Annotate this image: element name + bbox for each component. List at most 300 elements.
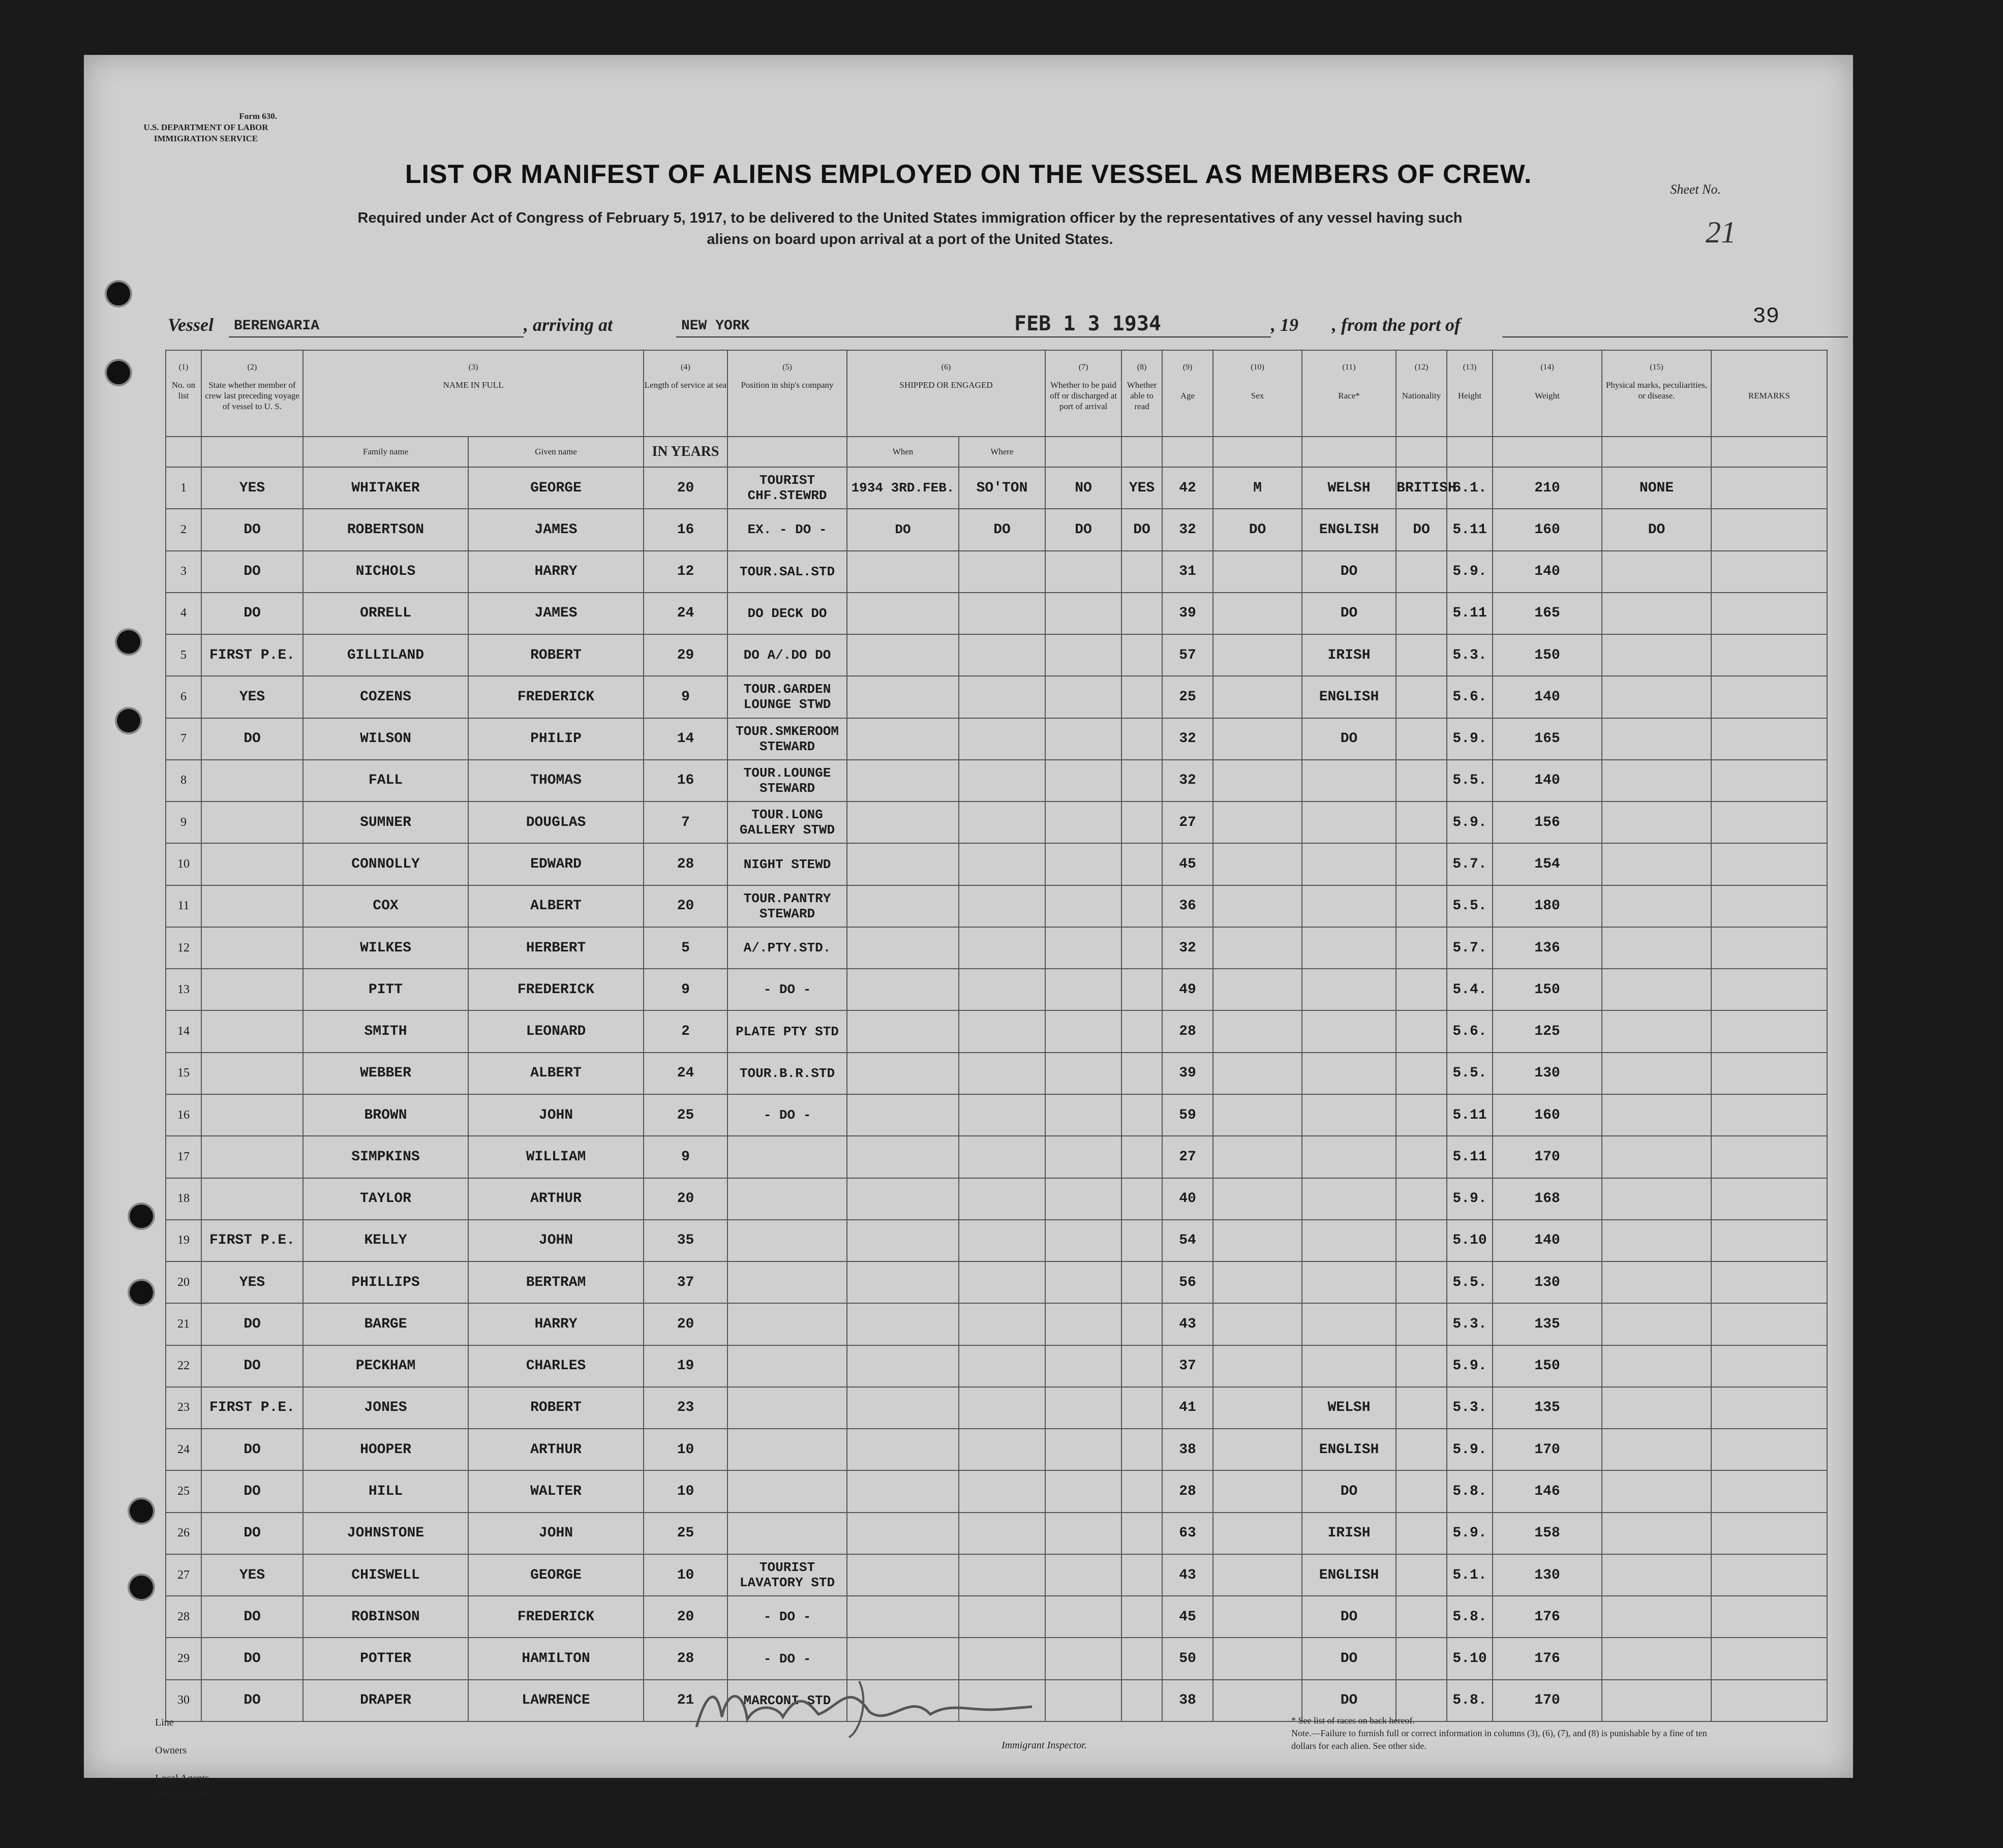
manifest-page [84,55,1853,1798]
cell-when [847,634,959,676]
cell-height: 5.3. [1447,1303,1493,1345]
cell-nationality [1396,1513,1447,1554]
cell-remarks [1711,718,1827,760]
cell-marks [1602,1513,1711,1554]
cell-position: A/.PTY.STD. [727,927,847,969]
cell-when [847,593,959,634]
cell-age: 49 [1162,969,1213,1010]
cell-family: ROBINSON [303,1596,468,1638]
cell-given: ALBERT [468,885,644,927]
cell-state: DO [201,1638,303,1679]
cell-remarks [1711,1053,1827,1094]
col-header-no: (1) No. on list [166,350,201,437]
cell-no: 2 [166,509,201,550]
cell-years: 9 [644,1136,727,1178]
cell-marks [1602,885,1711,927]
cell-marks [1602,1178,1711,1220]
col-header-name: (3) NAME IN FULL [303,350,644,437]
cell-marks [1602,802,1711,843]
cell-sex [1213,1387,1302,1429]
cell-race: ENGLISH [1302,676,1396,718]
cell-no: 15 [166,1053,201,1094]
cell-sex: M [1213,467,1302,509]
cell-remarks [1711,551,1827,593]
cell-race: DO [1302,551,1396,593]
cell-sex [1213,1596,1302,1638]
cell-state [201,1178,303,1220]
cell-paid [1045,718,1121,760]
cell-nationality [1396,551,1447,593]
cell-given: HAMILTON [468,1638,644,1679]
cell-remarks [1711,1596,1827,1638]
cell-height: 5.8. [1447,1680,1493,1721]
cell-when [847,760,959,802]
cell-family: JONES [303,1387,468,1429]
cell-years: 23 [644,1387,727,1429]
cell-sex [1213,1680,1302,1721]
cell-years: 2 [644,1010,727,1052]
cell-paid [1045,1680,1121,1721]
cell-state: DO [201,1345,303,1387]
cell-remarks [1711,885,1827,927]
cell-no: 21 [166,1303,201,1345]
cell-position: TOUR.LONG GALLERY STWD [727,802,847,843]
cell-family: NICHOLS [303,551,468,593]
cell-remarks [1711,676,1827,718]
vessel-name: BERENGARIA [234,318,320,334]
cell-sex [1213,1345,1302,1387]
cell-paid [1045,1303,1121,1345]
cell-weight: 135 [1493,1387,1602,1429]
binder-hole [130,1205,153,1228]
cell-nationality [1396,634,1447,676]
col-header-position: (5) Position in ship's company [727,350,847,437]
cell-read [1121,551,1162,593]
cell-when [847,843,959,885]
table-row [166,760,1827,802]
cell-state [201,927,303,969]
table-row [166,1345,1827,1387]
cell-remarks [1711,1429,1827,1470]
cell-remarks [1711,467,1827,509]
cell-nationality [1396,1094,1447,1136]
cell-state: YES [201,467,303,509]
cell-remarks [1711,1345,1827,1387]
cell-age: 57 [1162,634,1213,676]
cell-position: - DO - [727,1094,847,1136]
cell-weight: 170 [1493,1680,1602,1721]
cell-family: TAYLOR [303,1178,468,1220]
cell-race [1302,1303,1396,1345]
cell-nationality [1396,969,1447,1010]
cell-nationality [1396,718,1447,760]
cell-state: DO [201,509,303,550]
cell-given: FREDERICK [468,676,644,718]
cell-no: 1 [166,467,201,509]
cell-state [201,1010,303,1052]
col-subheader-family: Family name [303,437,468,467]
sheet-label: Sheet No. [1670,182,1721,197]
cell-marks [1602,1261,1711,1303]
cell-paid [1045,927,1121,969]
cell-given: HERBERT [468,927,644,969]
cell-no: 12 [166,927,201,969]
cell-nationality [1396,1554,1447,1596]
table-row [166,1429,1827,1470]
cell-where [959,1387,1045,1429]
table-row [166,509,1827,550]
cell-position [727,1387,847,1429]
cell-position [727,1429,847,1470]
cell-position: TOUR.LOUNGE STEWARD [727,760,847,802]
col-subheader-when: When [847,437,959,467]
col-header-weight: (14) Weight [1493,350,1602,437]
cell-years: 25 [644,1513,727,1554]
crew-manifest-table [165,350,1828,1722]
cell-weight: 150 [1493,634,1602,676]
cell-no: 18 [166,1178,201,1220]
cell-read [1121,1596,1162,1638]
cell-when [847,1470,959,1512]
col-header-nationality: (12) Nationality [1396,350,1447,437]
table-row [166,1178,1827,1220]
cell-where [959,1178,1045,1220]
cell-remarks [1711,760,1827,802]
cell-given: GEORGE [468,467,644,509]
cell-no: 14 [166,1010,201,1052]
cell-years: 19 [644,1345,727,1387]
cell-when [847,1220,959,1261]
cell-age: 43 [1162,1554,1213,1596]
cell-sex [1213,1303,1302,1345]
cell-age: 25 [1162,676,1213,718]
date-stamp: FEB 1 3 1934 [1014,312,1161,335]
cell-given: JAMES [468,509,644,550]
col-header-sex: (10) Sex [1213,350,1302,437]
cell-remarks [1711,802,1827,843]
cell-read [1121,927,1162,969]
cell-state: DO [201,1470,303,1512]
cell-remarks [1711,843,1827,885]
cell-read [1121,1638,1162,1679]
cell-sex [1213,1094,1302,1136]
cell-paid: NO [1045,467,1121,509]
cell-nationality [1396,760,1447,802]
cell-state: FIRST P.E. [201,1220,303,1261]
cell-given: HARRY [468,551,644,593]
cell-given: ALBERT [468,1053,644,1094]
vessel-label: Vessel [168,315,214,335]
cell-race [1302,1178,1396,1220]
cell-when [847,1596,959,1638]
cell-paid [1045,1136,1121,1178]
col-header-read: (8) Whether able to read [1121,350,1162,437]
cell-remarks [1711,1680,1827,1721]
cell-when [847,885,959,927]
cell-position: TOUR.B.R.STD [727,1053,847,1094]
cell-when [847,1136,959,1178]
cell-sex [1213,1470,1302,1512]
manifest-rows [166,467,1827,1721]
col-header-service: (4) Length of service at sea [644,350,727,437]
cell-remarks [1711,1010,1827,1052]
cell-height: 5.7. [1447,927,1493,969]
cell-paid [1045,593,1121,634]
cell-remarks [1711,1303,1827,1345]
cell-age: 28 [1162,1470,1213,1512]
cell-remarks [1711,1554,1827,1596]
cell-marks: DO [1602,509,1711,550]
cell-state: DO [201,1596,303,1638]
cell-weight: 130 [1493,1053,1602,1094]
cell-where [959,1429,1045,1470]
cell-height: 5.5. [1447,1261,1493,1303]
cell-age: 32 [1162,718,1213,760]
cell-position: MARCONI STD [727,1680,847,1721]
cell-where [959,760,1045,802]
cell-when [847,1554,959,1596]
cell-age: 50 [1162,1638,1213,1679]
cell-no: 13 [166,969,201,1010]
cell-position: TOUR.GARDEN LOUNGE STWD [727,676,847,718]
cell-position: TOUR.SMKEROOM STEWARD [727,718,847,760]
cell-given: JOHN [468,1094,644,1136]
cell-when [847,1303,959,1345]
cell-no: 3 [166,551,201,593]
cell-where [959,1220,1045,1261]
cell-read [1121,1470,1162,1512]
cell-marks [1602,1638,1711,1679]
table-row [166,1010,1827,1052]
table-row [166,718,1827,760]
binder-hole [130,1281,153,1304]
cell-state [201,1094,303,1136]
cell-years: 25 [644,1094,727,1136]
cell-when [847,551,959,593]
owners-label: Owners [155,1745,187,1756]
cell-weight: 176 [1493,1638,1602,1679]
cell-where [959,843,1045,885]
table-row [166,885,1827,927]
cell-when [847,802,959,843]
cell-when [847,1178,959,1220]
cell-height: 5.3. [1447,1387,1493,1429]
col-subheader-years: IN YEARS [644,437,727,467]
cell-given: FREDERICK [468,969,644,1010]
subtitle-line-2: aliens on board upon arrival at a port of the United States. [707,231,1113,248]
table-row [166,969,1827,1010]
cell-given: JAMES [468,593,644,634]
cell-height: 5.11 [1447,593,1493,634]
cell-position [727,1470,847,1512]
cell-read [1121,1680,1162,1721]
cell-marks [1602,593,1711,634]
cell-race [1302,1345,1396,1387]
cell-marks [1602,927,1711,969]
cell-family: COZENS [303,676,468,718]
cell-weight: 136 [1493,927,1602,969]
cell-paid [1045,634,1121,676]
cell-where [959,551,1045,593]
cell-race: DO [1302,593,1396,634]
cell-position [727,1136,847,1178]
cell-remarks [1711,927,1827,969]
col-header-remarks: REMARKS [1711,350,1827,437]
col-header-age: (9) Age [1162,350,1213,437]
cell-age: 32 [1162,927,1213,969]
table-row [166,1387,1827,1429]
cell-weight: 210 [1493,467,1602,509]
cell-years: 9 [644,969,727,1010]
cell-when [847,1513,959,1554]
penalty-note: Note.—Failure to furnish full or correct information in columns (3), (6), (7), and (8) is punishable by a fine of ten dollars for each alien. See other side. [1291,1728,1707,1751]
cell-race: DO [1302,1470,1396,1512]
cell-given: WALTER [468,1470,644,1512]
cell-sex [1213,1429,1302,1470]
cell-no: 11 [166,885,201,927]
cell-state [201,802,303,843]
cell-weight: 140 [1493,551,1602,593]
cell-position: TOUR.SAL.STD [727,551,847,593]
cell-when [847,1094,959,1136]
cell-weight: 180 [1493,885,1602,927]
cell-given: CHARLES [468,1345,644,1387]
cell-state [201,760,303,802]
cell-years: 20 [644,1178,727,1220]
table-row [166,551,1827,593]
cell-no: 16 [166,1094,201,1136]
cell-read [1121,802,1162,843]
cell-when [847,1345,959,1387]
cell-age: 28 [1162,1010,1213,1052]
cell-position: - DO - [727,969,847,1010]
cell-read [1121,676,1162,718]
cell-read [1121,1554,1162,1596]
cell-read [1121,760,1162,802]
year-label: , 19 [1271,315,1298,335]
table-row [166,1094,1827,1136]
cell-remarks [1711,1261,1827,1303]
cell-nationality [1396,676,1447,718]
cell-height: 5.11 [1447,1136,1493,1178]
page-title: LIST OR MANIFEST OF ALIENS EMPLOYED ON THE VESSEL AS MEMBERS OF CREW. [405,160,1532,189]
cell-when [847,969,959,1010]
cell-age: 39 [1162,593,1213,634]
cell-race [1302,927,1396,969]
cell-sex [1213,634,1302,676]
cell-given: EDWARD [468,843,644,885]
local-agents-label: Local Agents [155,1773,209,1784]
cell-read [1121,1094,1162,1136]
cell-given: ROBERT [468,634,644,676]
cell-race [1302,1261,1396,1303]
cell-nationality [1396,1345,1447,1387]
cell-paid [1045,760,1121,802]
cell-when: 1934 3RD.FEB. [847,467,959,509]
cell-marks [1602,760,1711,802]
cell-state: DO [201,1429,303,1470]
cell-sex [1213,885,1302,927]
cell-state: YES [201,1261,303,1303]
cell-years: 14 [644,718,727,760]
cell-paid [1045,1554,1121,1596]
cell-remarks [1711,1178,1827,1220]
cell-when [847,1053,959,1094]
cell-years: 28 [644,1638,727,1679]
cell-height: 6.1. [1447,467,1493,509]
cell-family: DRAPER [303,1680,468,1721]
cell-height: 5.8. [1447,1470,1493,1512]
cell-read [1121,718,1162,760]
table-row [166,1136,1827,1178]
cell-where [959,1053,1045,1094]
cell-sex [1213,718,1302,760]
cell-remarks [1711,1470,1827,1512]
cell-height: 5.5. [1447,1053,1493,1094]
col-header-marks: (15) Physical marks, peculiarities, or disease. [1602,350,1711,437]
cell-family: WEBBER [303,1053,468,1094]
cell-marks [1602,676,1711,718]
cell-height: 5.11 [1447,1094,1493,1136]
cell-years: 10 [644,1554,727,1596]
cell-marks [1602,1554,1711,1596]
col-header-height: (13) Height [1447,350,1493,437]
cell-age: 41 [1162,1387,1213,1429]
cell-where [959,1303,1045,1345]
cell-race: WELSH [1302,467,1396,509]
cell-paid [1045,1345,1121,1387]
cell-race: IRISH [1302,1513,1396,1554]
table-row [166,802,1827,843]
cell-sex [1213,1136,1302,1178]
cell-paid [1045,885,1121,927]
cell-position: TOURIST CHF.STEWRD [727,467,847,509]
cell-given: JOHN [468,1220,644,1261]
cell-no: 25 [166,1470,201,1512]
cell-no: 29 [166,1638,201,1679]
cell-height: 5.5. [1447,885,1493,927]
table-row [166,1303,1827,1345]
vessel-line [168,314,1703,340]
cell-age: 37 [1162,1345,1213,1387]
cell-family: CONNOLLY [303,843,468,885]
cell-marks [1602,551,1711,593]
cell-years: 28 [644,843,727,885]
cell-age: 36 [1162,885,1213,927]
cell-where [959,676,1045,718]
cell-marks [1602,634,1711,676]
cell-no: 8 [166,760,201,802]
cell-sex [1213,551,1302,593]
binder-hole [107,282,130,305]
cell-race: DO [1302,1596,1396,1638]
cell-position: TOUR.PANTRY STEWARD [727,885,847,927]
cell-height: 5.9. [1447,1429,1493,1470]
cell-sex [1213,1638,1302,1679]
cell-position [727,1303,847,1345]
cell-read [1121,1010,1162,1052]
cell-no: 10 [166,843,201,885]
cell-no: 26 [166,1513,201,1554]
cell-where [959,1345,1045,1387]
cell-years: 10 [644,1429,727,1470]
cell-remarks [1711,509,1827,550]
cell-race: ENGLISH [1302,1429,1396,1470]
cell-no: 27 [166,1554,201,1596]
cell-read [1121,1261,1162,1303]
print-code: 6000 6/32—30/2846 [155,1791,210,1798]
cell-sex [1213,843,1302,885]
